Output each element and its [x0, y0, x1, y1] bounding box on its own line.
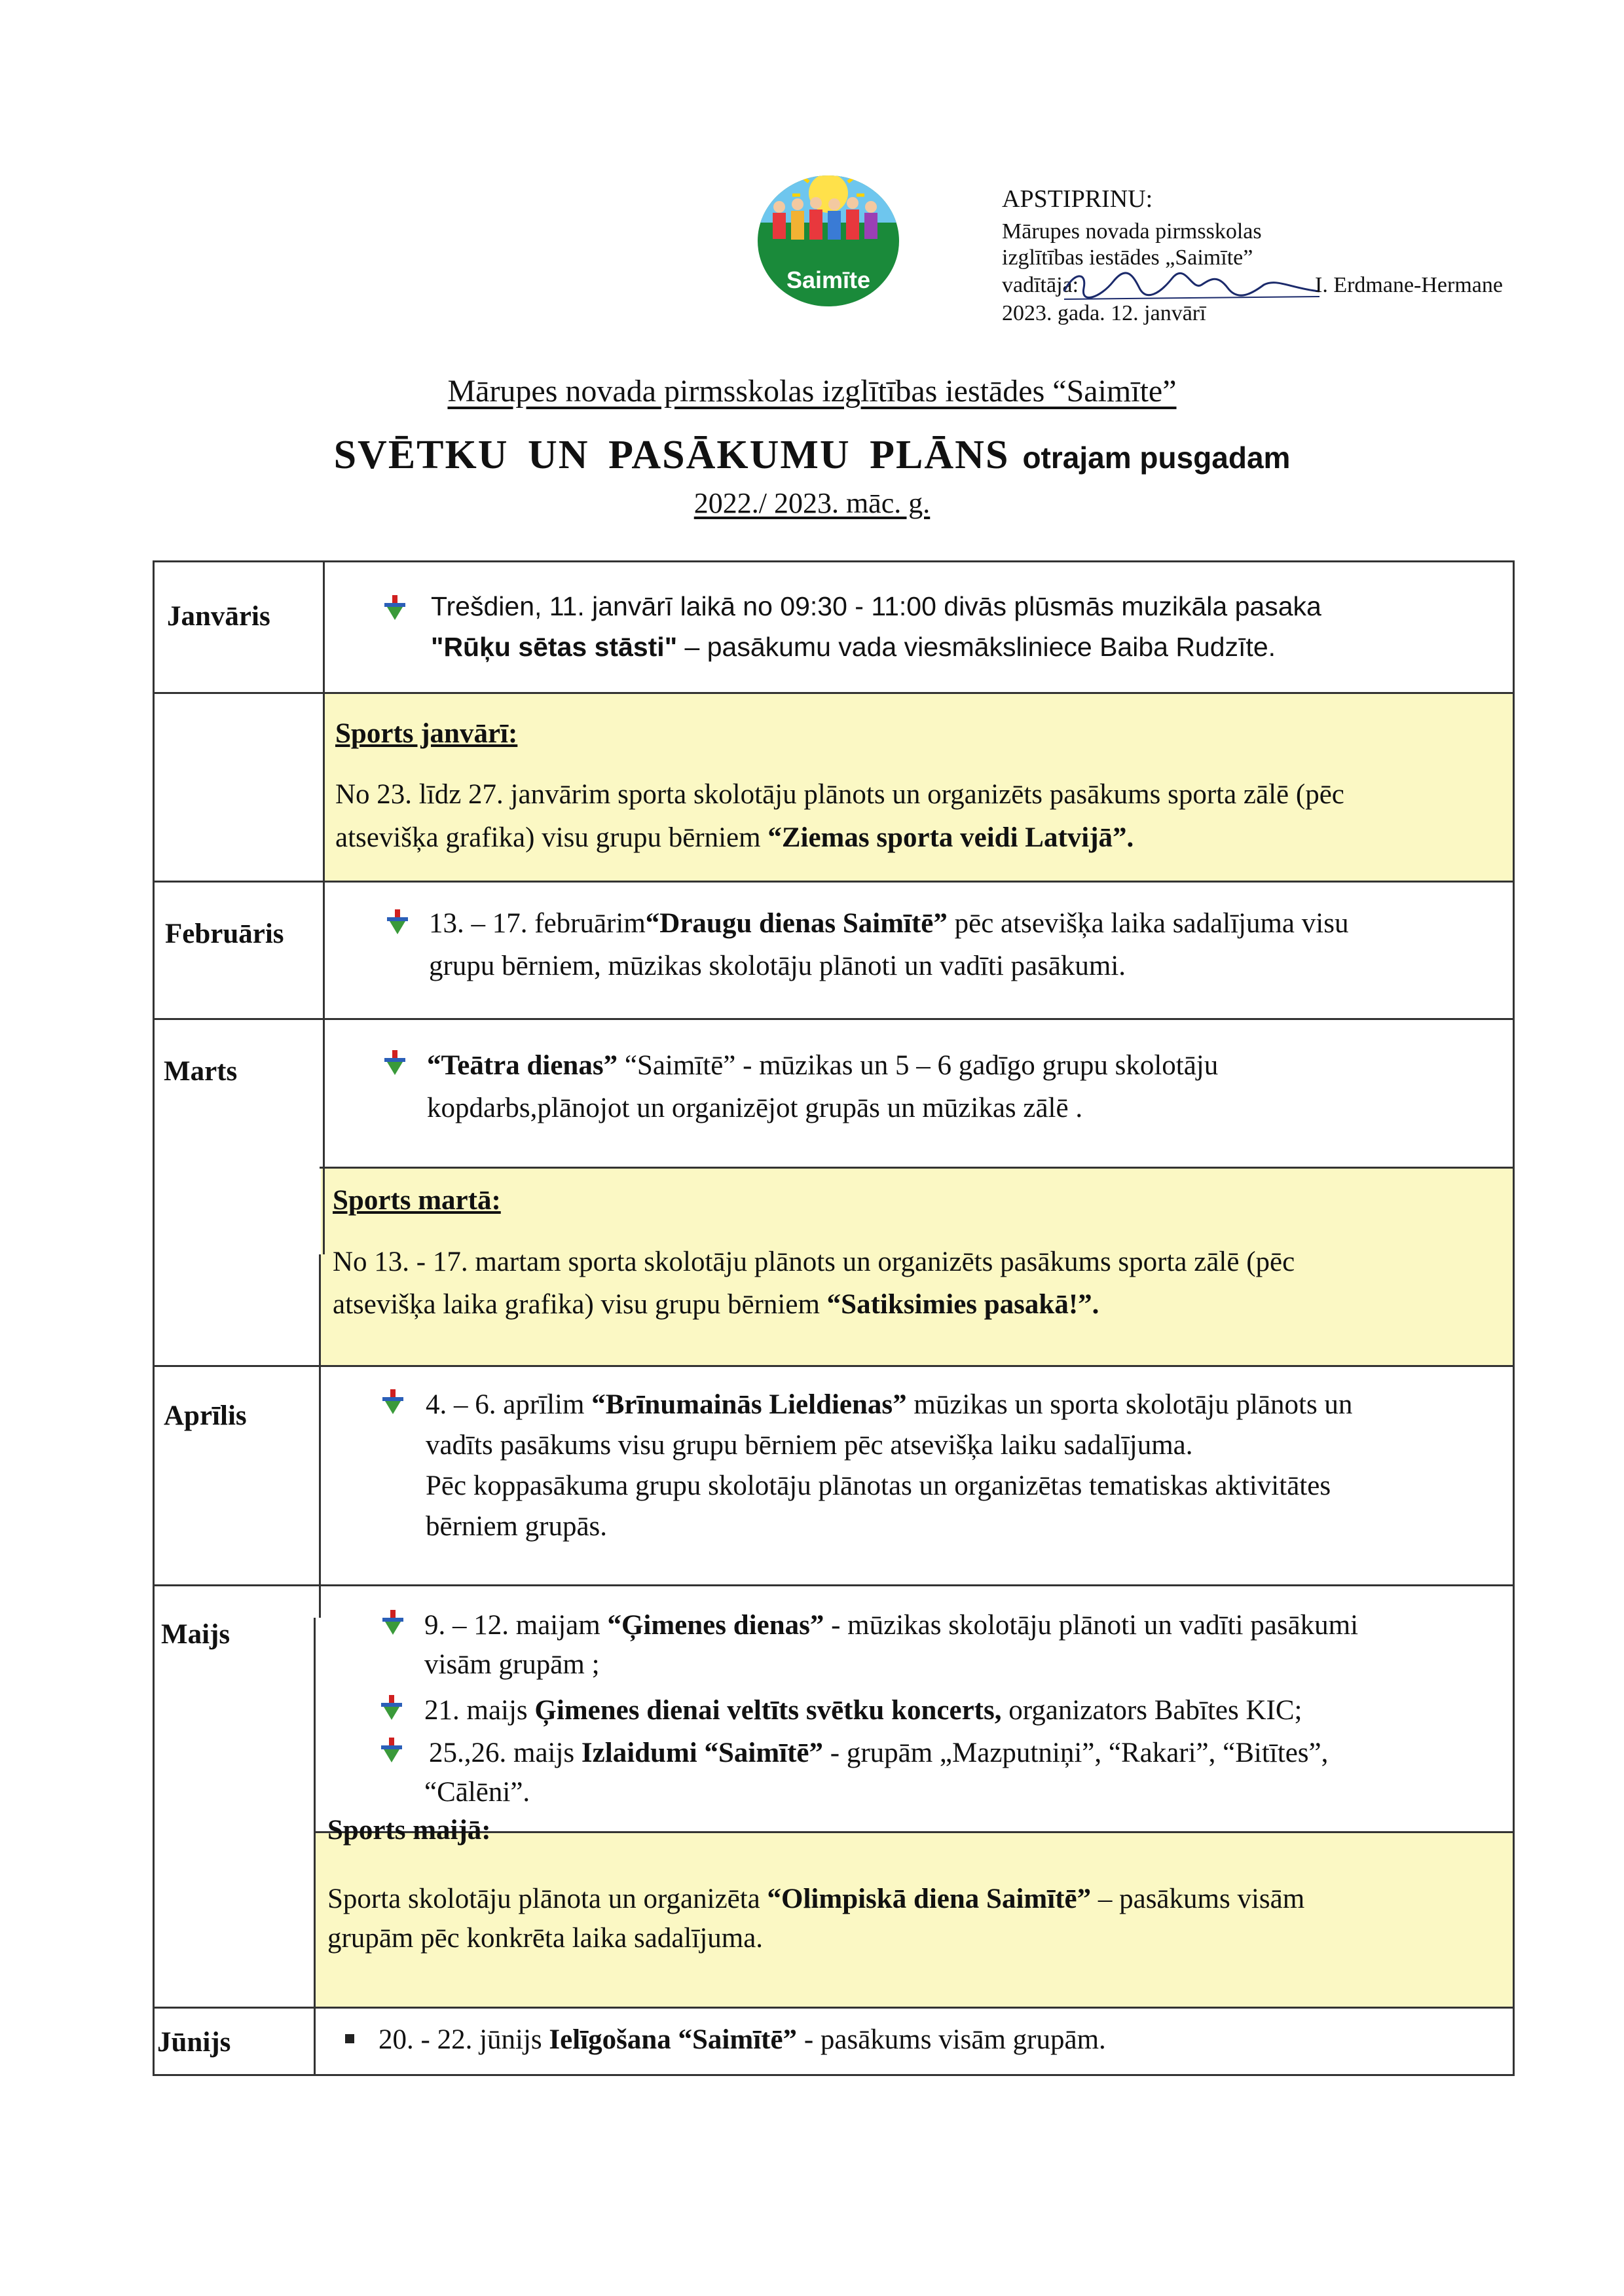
february-event-desc: pēc atsevišķa laika sadalījuma visu [947, 908, 1349, 939]
may-event-2-desc: organizators Babītes KIC; [1001, 1695, 1302, 1726]
april-event-line-1 [426, 1385, 1352, 1425]
may-event-3-line-1 [429, 1733, 1328, 1774]
june-event-desc: - pasākums visām grupām. [797, 2024, 1106, 2055]
sport-march-desc: atsevišķa laika grafika) visu grupu bērniem [333, 1289, 827, 1320]
january-event-desc: – pasākumu vada viesmāksliniece Baiba Rudzīte. [677, 632, 1276, 662]
may-event-3-line-2: “Cālēni”. [424, 1777, 530, 1808]
sport-may-desc-2: – pasākums visām [1091, 1884, 1305, 1914]
sport-may-heading: Sports maijā: [327, 1815, 491, 1846]
april-event-line-4: bērniem grupās. [426, 1511, 608, 1542]
february-event-line-1 [429, 903, 1348, 944]
row-divider [153, 1018, 1515, 1020]
sport-march-line-2 [333, 1285, 1099, 1325]
row-divider [153, 2007, 1515, 2009]
may-event-2 [424, 1690, 1302, 1731]
april-event-dates: 4. – 6. aprīlim [426, 1389, 592, 1420]
sport-january-desc: atsevišķa grafika) visu grupu bērniem [335, 822, 768, 853]
april-event-line-2: vadīts pasākums visu grupu bērniem pēc atsevišķa laiku sadalījuma. [426, 1430, 1193, 1461]
bullet-arrow-icon [378, 1692, 405, 1722]
may-event-1-title: “Ģimenes dienas” [607, 1610, 824, 1641]
may-event-1-desc: - mūzikas skolotāju plānoti un vadīti pasākumi [824, 1610, 1359, 1641]
june-event-title: Ielīgošana “Saimītē” [549, 2024, 798, 2055]
sport-march-title: “Satiksimies pasakā!”. [826, 1289, 1099, 1320]
may-event-3-title: Izlaidumi “Saimītē” [581, 1738, 824, 1768]
bullet-arrow-icon [380, 1387, 406, 1417]
approval-heading: APSTIPRINU: [1002, 185, 1153, 213]
row-divider [153, 881, 1515, 883]
march-event-title: “Teātra dienas” [427, 1050, 618, 1081]
plan-title [0, 432, 1624, 479]
bullet-arrow-icon [380, 1607, 406, 1637]
bullet-arrow-icon [382, 592, 408, 623]
may-event-2-title: Ģimenes dienai veltīts svētku koncerts, [534, 1695, 1002, 1726]
february-event-title: “Draugu dienas Saimītē” [645, 908, 948, 939]
approval-line-3: vadītāja: [1002, 273, 1079, 297]
saimite-logo [753, 164, 904, 314]
approval-date: 2023. gada. 12. janvārī [1002, 301, 1206, 325]
month-may: Maijs [161, 1619, 231, 1650]
january-event-title: "Rūķu sētas stāsti" [431, 632, 678, 662]
month-march: Marts [164, 1056, 238, 1087]
column-divider [319, 1254, 321, 1618]
sport-may-line-1 [327, 1879, 1304, 1920]
sport-march-line-1: No 13. - 17. martam sporta skolotāju plānots un organizēts pasākums sporta zālē (pēc [333, 1247, 1295, 1277]
sport-january-line-1: No 23. līdz 27. janvārim sporta skolotāju plānots un organizēts pasākums sporta zālē (pēc [335, 779, 1344, 810]
row-divider [320, 1167, 1515, 1169]
february-event-dates: 13. – 17. februārim [429, 908, 646, 939]
approval-line-2: izglītības iestādes „Saimīte” [1002, 246, 1253, 270]
january-event-line-1: Trešdien, 11. janvārī laikā no 09:30 - 11:00 divās plūsmās muzikāla pasaka [431, 591, 1321, 621]
sport-may-title: “Olimpiskā diena Saimītē” [767, 1884, 1092, 1914]
may-event-1-line-2: visām grupām ; [424, 1649, 600, 1680]
april-event-line-3: Pēc koppasākuma grupu skolotāju plānotas un organizētas tematiskas aktivitātes [426, 1470, 1331, 1501]
plan-title-sub: otrajam pusgadam [1022, 441, 1291, 475]
february-event-line-2: grupu bērniem, mūzikas skolotāju plānoti un vadīti pasākumi. [429, 951, 1126, 981]
approver-name: I. Erdmane-Hermane [1315, 273, 1503, 297]
row-divider [314, 1831, 1515, 1833]
march-event-desc: “Saimītē” - mūzikas un 5 – 6 gadīgo grupu skolotāju [618, 1050, 1219, 1081]
organization-title: Mārupes novada pirmsskolas izglītības iestādes “Saimīte” [447, 374, 1177, 409]
bullet-arrow-icon [384, 907, 411, 937]
sport-january-line-2 [335, 818, 1134, 858]
square-bullet-icon [345, 2034, 354, 2043]
march-event-line-2: kopdarbs,plānojot un organizējot grupās un mūzikas zālē . [427, 1093, 1083, 1123]
may-event-3-desc: - grupām „Mazputniņi”, “Rakari”, “Bitītes”, [823, 1738, 1329, 1768]
january-event-line-2 [431, 627, 1276, 667]
month-april: Aprīlis [164, 1400, 247, 1431]
sport-may-line-2: grupām pēc konkrēta laika sadalījuma. [327, 1923, 764, 1954]
row-divider [153, 1584, 1515, 1586]
column-divider [323, 560, 325, 1254]
sport-january-heading: Sports janvārī: [335, 718, 518, 749]
month-january: Janvāris [167, 601, 270, 632]
row-divider [323, 692, 1515, 694]
may-event-1-line-1 [424, 1605, 1358, 1646]
may-event-2-date: 21. maijs [424, 1695, 535, 1726]
april-event-title: “Brīnumainās Lieldienas” [591, 1389, 907, 1420]
march-event-line-1 [427, 1046, 1218, 1086]
handwritten-signature [1061, 265, 1323, 304]
bullet-arrow-icon [378, 1735, 405, 1765]
month-june: Jūnijs [157, 2027, 231, 2058]
month-february: Februāris [165, 919, 284, 949]
row-divider [153, 1365, 1515, 1367]
april-event-desc: mūzikas un sporta skolotāju plānots un [906, 1389, 1353, 1420]
approval-line-1: Mārupes novada pirmsskolas [1002, 219, 1262, 244]
june-event-dates: 20. - 22. jūnijs [378, 2024, 549, 2055]
plan-title-main: SVĒTKU UN PASĀKUMU PLĀNS [333, 433, 1010, 477]
bullet-arrow-icon [382, 1048, 408, 1078]
logo-text: Saimīte [786, 266, 871, 293]
sport-january-title: “Ziemas sporta veidi Latvijā”. [767, 822, 1134, 853]
may-event-3-dates: 25.,26. maijs [429, 1738, 581, 1768]
may-event-1-dates: 9. – 12. maijam [424, 1610, 608, 1641]
june-event [378, 2020, 1106, 2060]
sport-may-desc: Sporta skolotāju plānota un organizēta [327, 1884, 767, 1914]
school-year: 2022./ 2023. māc. g. [693, 487, 931, 519]
sport-march-heading: Sports martā: [333, 1185, 501, 1216]
